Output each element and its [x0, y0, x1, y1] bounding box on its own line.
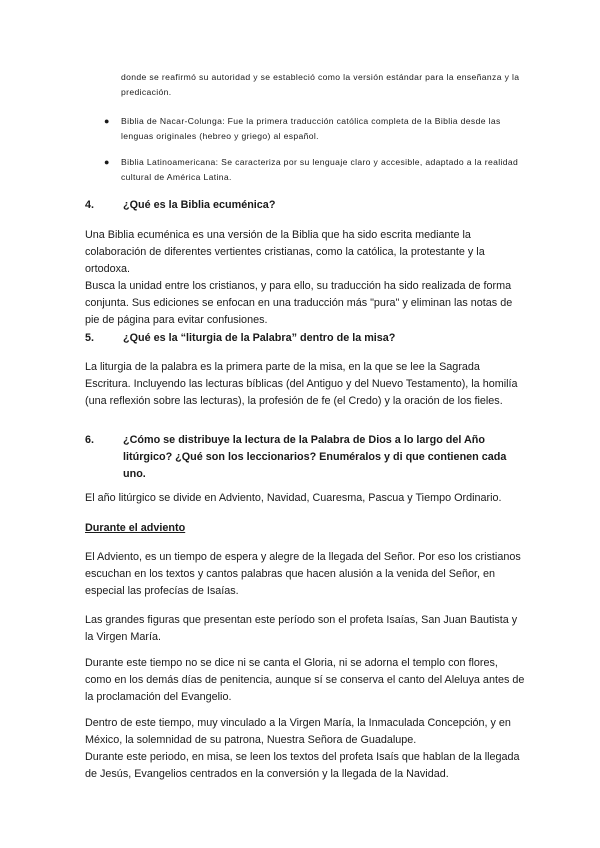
paragraph: El año litúrgico se divide en Adviento, Navidad, Cuaresma, Pascua y Tiempo Ordinario.: [85, 492, 502, 504]
section-title: ¿Qué es la “liturgia de la Palabra” dentro de la misa?: [123, 332, 396, 344]
bullet-icon: ●: [104, 116, 110, 126]
section-title: ¿Cómo se distribuye la lectura de la Palabra de Dios a lo largo del Año litúrgico? ¿Qué son los leccionarios? Enuméralos y di que contienen cada uno.: [123, 434, 507, 480]
list-item-text: Biblia de Nacar-Colunga: Fue la primera traducción católica completa de la Biblia desde las lenguas originales (hebreo y griego) al español.: [121, 116, 501, 141]
section-title: ¿Qué es la Biblia ecuménica?: [123, 199, 276, 211]
section-4-heading: [85, 197, 525, 214]
section-6-heading: [85, 432, 517, 483]
paragraph: Las grandes figuras que presentan este período son el profeta Isaías, San Juan Bautista y la Virgen María.: [85, 614, 518, 643]
advent-heading: Durante el adviento: [85, 522, 186, 534]
section-5-heading: [85, 330, 525, 347]
list-continuation-text: donde se reafirmó su autoridad y se estableció como la versión estándar para la enseñanza y la predicación.: [121, 72, 520, 97]
paragraph: Durante este tiempo no se dice ni se canta el Gloria, ni se adorna el templo con flores, como en los demás días de penitencia, aunque sí se conserva el canto del Aleluya antes de la proclamación del Evangelio.: [85, 657, 525, 703]
section-4-body: [85, 227, 525, 329]
paragraph: Una Biblia ecuménica es una versión de la Biblia que ha sido escrita mediante la colaboración de diferentes vertientes cristianas, como la católica, la protestante y la ortodoxa.: [85, 229, 485, 275]
advent-final-block: [85, 715, 525, 783]
list-item: [104, 114, 521, 144]
list-item-text: Biblia Latinoamericana: Se caracteriza por su lenguaje claro y accesible, adaptado a la realidad cultural de América Latina.: [121, 157, 519, 182]
section-number: 4.: [85, 199, 95, 211]
list-item: [104, 155, 521, 185]
section-number: 6.: [85, 434, 95, 446]
paragraph: Busca la unidad entre los cristianos, y para ello, su traducción ha sido realizada de forma conjunta. Sus ediciones se enfocan en una traducción más "pura" y eliminan las notas de pie de página para evitar confusiones.: [85, 280, 513, 326]
paragraph: Dentro de este tiempo, muy vinculado a la Virgen María, la Inmaculada Concepción, y en México, la solemnidad de su patrona, Nuestra Señora de Guadalupe.: [85, 717, 511, 746]
paragraph: El Adviento, es un tiempo de espera y alegre de la llegada del Señor. Por eso los cristianos escuchan en los textos y cantos palabras que hacen alusión a la venida del Señor, en especial las profecías de Isaías.: [85, 551, 521, 597]
bullet-icon: ●: [104, 157, 110, 167]
paragraph: La liturgia de la palabra es la primera parte de la misa, en la que se lee la Sagrada Escritura. Incluyendo las lecturas bíblicas (del Antiguo y del Nuevo Testamento), la homilía (una reflexión sobre las lecturas), la profesión de fe (el Credo) y la oración de los fieles.: [85, 361, 518, 407]
section-number: 5.: [85, 332, 95, 344]
paragraph: Durante este periodo, en misa, se leen los textos del profeta Isaís que hablan de la llegada de Jesús, Evangelios centrados en la conversión y la llegada de la Navidad.: [85, 751, 520, 780]
